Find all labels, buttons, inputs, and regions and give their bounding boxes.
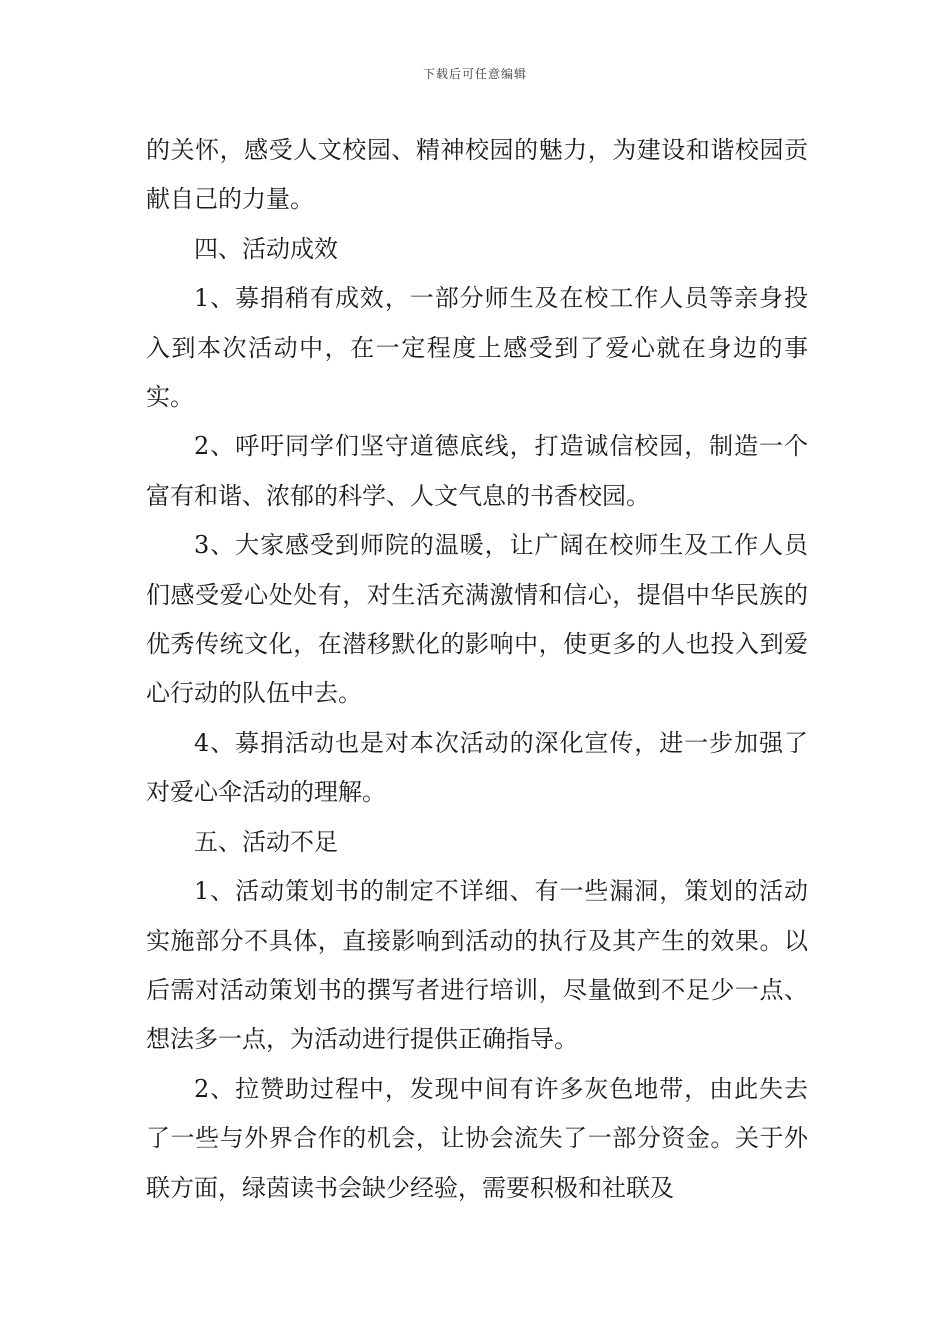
paragraph-result-3: 3、大家感受到师院的温暖，让广阔在校师生及工作人员们感受爱心处处有，对生活充满激情和信心，提倡中华民族的优秀传统文化，在潜移默化的影响中，使更多的人也投入到爱心行动的队伍中去。 (146, 531, 808, 708)
paragraph-result-4: 4、募捐活动也是对本次活动的深化宣传，进一步加强了对爱心伞活动的理解。 (146, 728, 808, 807)
paragraph-continuation: 的关怀，感受人文校园、精神校园的魅力，为建设和谐校园贡献自己的力量。 (146, 136, 808, 214)
paragraph-shortcoming-2: 2、拉赞助过程中，发现中间有许多灰色地带，由此失去了一些与外界合作的机会，让协会流失了一部分资金。关于外联方面，绿茵读书会缺少经验，需要积极和社联及 (146, 1074, 808, 1202)
page-header-note: 下载后可任意编辑 (422, 67, 527, 81)
paragraph-shortcoming-1: 1、活动策划书的制定不详细、有一些漏洞，策划的活动实施部分不具体，直接影响到活动的执行及其产生的效果。以后需对活动策划书的撰写者进行培训，尽量做到不足少一点、想法多一点，为活动进行提供正确指导。 (146, 877, 808, 1054)
section-heading-results: 四、活动成效 (194, 234, 338, 263)
paragraph-result-1: 1、募捐稍有成效，一部分师生及在校工作人员等亲身投入到本次活动中，在一定程度上感受到了爱心就在身边的事实。 (146, 284, 808, 412)
section-heading-shortcomings: 五、活动不足 (194, 827, 338, 856)
document-body (146, 126, 808, 1213)
paragraph-result-2: 2、呼吁同学们坚守道德底线，打造诚信校园，制造一个富有和谐、浓郁的科学、人文气息的书香校园。 (146, 432, 808, 510)
